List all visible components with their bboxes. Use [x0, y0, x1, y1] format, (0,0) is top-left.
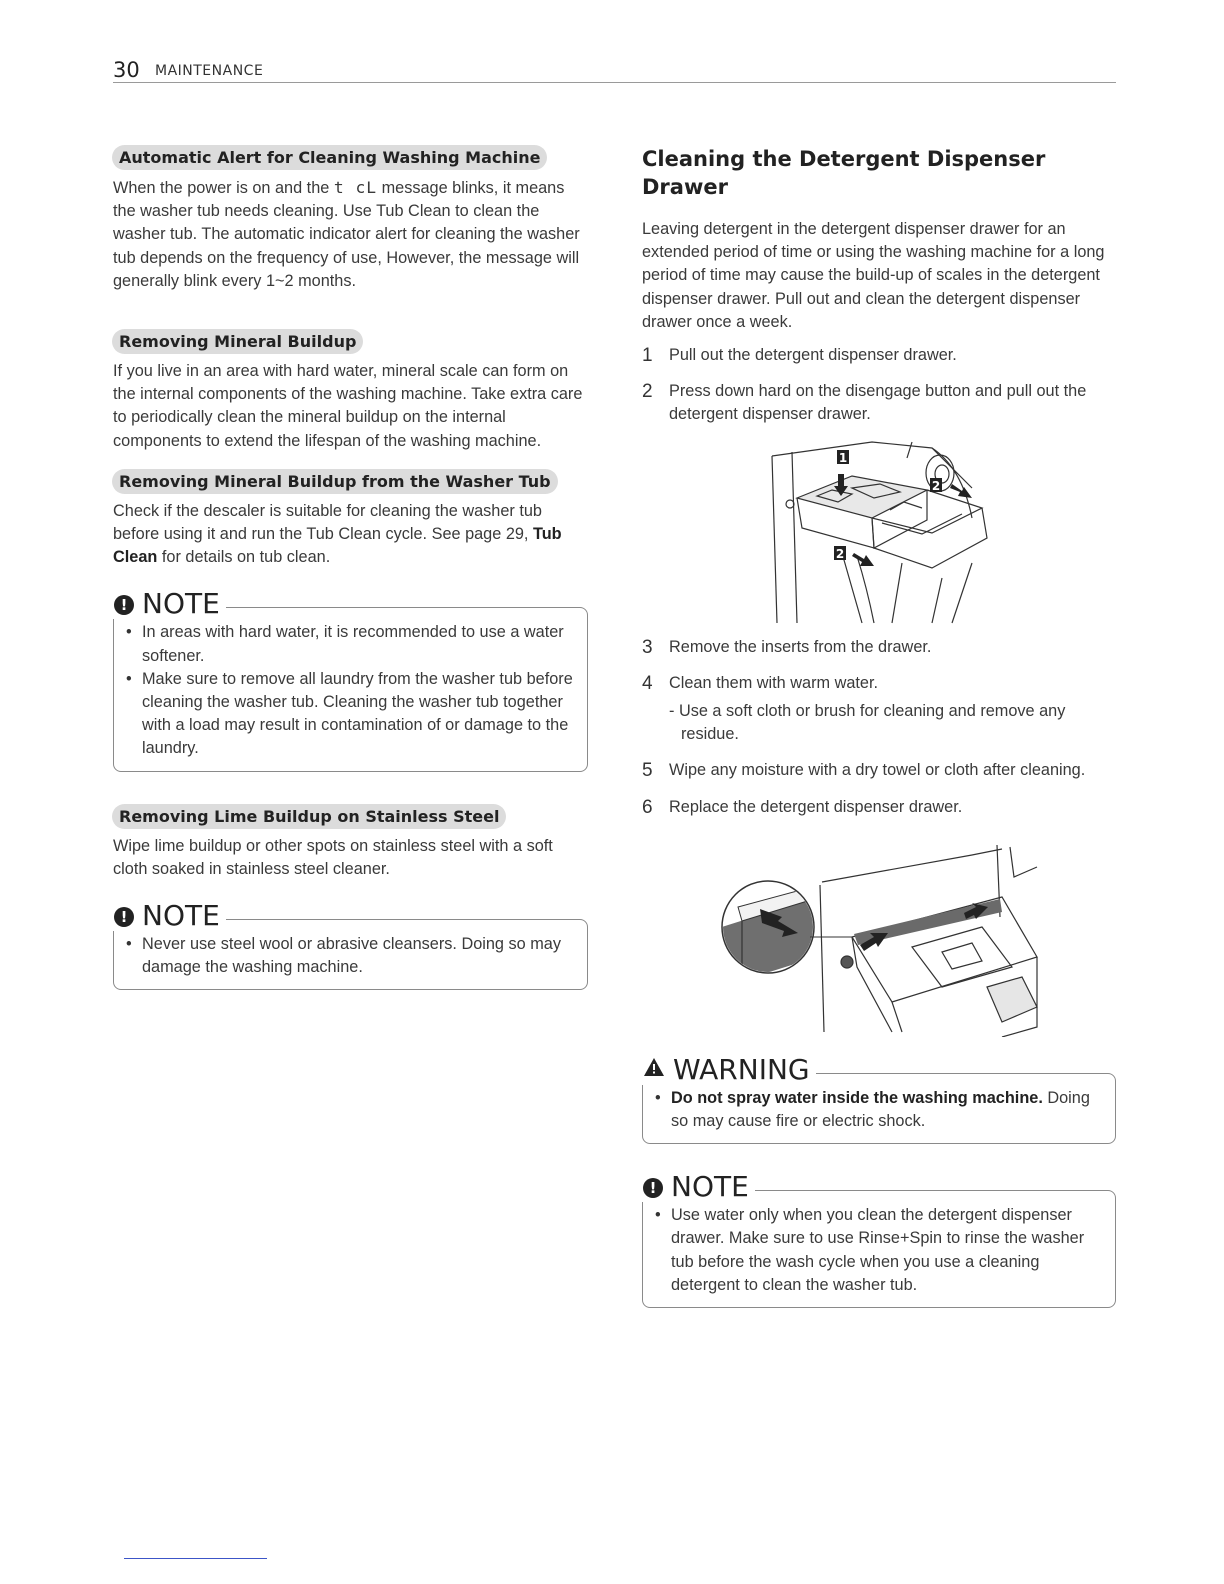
step-item: 2 Press down hard on the disengage button and pull out the detergent dispenser drawer.	[642, 381, 1087, 424]
intro-text: Leaving detergent in the detergent dispenser drawer for an extended period of time or using the washing machine for a long period of time may cause the build-up of scales in the detergent dispenser drawer. Pull out and clean the detergent dispenser drawer once a week.	[642, 220, 1105, 331]
tub-clean-code: t cL	[333, 178, 378, 197]
page-header	[113, 58, 1116, 83]
callout-1: 1	[838, 450, 848, 465]
note-item: • In areas with hard water, it is recommended to use a water softener.	[126, 621, 575, 667]
auto-alert-section	[113, 145, 588, 293]
mineral-tub-heading: Removing Mineral Buildup from the Washer Tub	[112, 469, 558, 494]
mineral-text: If you live in an area with hard water, mineral scale can form on the internal components of the washing machine. Take extra care to periodically clean the mineral buildup on the internal components to extend the lifespan of the washing machine.	[113, 362, 583, 450]
mineral-heading: Removing Mineral Buildup	[112, 329, 363, 354]
section-label: MAINTENANCE	[155, 63, 264, 79]
warning-item: • Do not spray water inside the washing machine. Doing so may cause fire or electric shock.	[655, 1087, 1103, 1133]
step-item: 4 Clean them with warm water. - Use a soft cloth or brush for cleaning and remove any residue.	[642, 672, 1116, 747]
note-item: • Never use steel wool or abrasive cleansers. Doing so may damage the washing machine.	[126, 933, 575, 979]
note-title: NOTE	[671, 1170, 749, 1204]
warning-triangle-icon	[643, 1057, 665, 1077]
warning-box	[642, 1052, 1116, 1144]
lime-heading: Removing Lime Buildup on Stainless Steel	[112, 804, 506, 829]
right-column	[642, 145, 1116, 1308]
step-item: 5 Wipe any moisture with a dry towel or cloth after cleaning.	[642, 760, 1086, 782]
steps-list-a	[642, 344, 1116, 427]
step-item: 3 Remove the inserts from the drawer.	[642, 636, 932, 658]
note-item: • Make sure to remove all laundry from the washer tub before cleaning the washer tub. Cleaning the washer tub together with a load may result in contamination of or damage to the laundry.	[126, 668, 575, 761]
auto-alert-heading: Automatic Alert for Cleaning Washing Machine	[112, 145, 547, 170]
lime-section	[113, 804, 588, 881]
step-item: 6 Replace the detergent dispenser drawer.	[642, 796, 963, 818]
auto-alert-text: When the power is on and the t cL message blinks, it means the washer tub needs cleaning. Use Tub Clean to clean the washer tub. The automatic indicator alert for cleaning the washer tub depends on the frequency of use, However, the message will generally blink every 1~2 months.	[113, 178, 580, 290]
section-title: Cleaning the Detergent Dispenser Drawer	[642, 147, 1046, 199]
note-box-3	[642, 1170, 1116, 1308]
exclamation-icon: !	[114, 907, 134, 927]
page-number: 30	[113, 58, 140, 82]
mineral-tub-text: Check if the descaler is suitable for cleaning the washer tub before using it and run the Tub Clean cycle. See page 29, Tub Clean for details on tub clean.	[113, 501, 562, 567]
mineral-section	[113, 329, 588, 453]
exclamation-icon: !	[114, 595, 134, 615]
exclamation-icon: !	[643, 1178, 663, 1198]
note-box-2	[113, 899, 588, 990]
figure-pull-out-drawer	[642, 438, 1116, 628]
mineral-tub-section	[113, 469, 588, 570]
tub-clean-ref: Tub Clean	[113, 525, 562, 567]
warning-title: WARNING	[673, 1052, 810, 1086]
footer-rule	[124, 1558, 267, 1559]
steps-list-b	[642, 636, 1116, 819]
note-title: NOTE	[142, 587, 220, 621]
callout-2b: 2	[835, 546, 845, 561]
note-box-1	[113, 587, 588, 771]
lime-text: Wipe lime buildup or other spots on stainless steel with a soft cloth soaked in stainless steel cleaner.	[113, 836, 553, 878]
step-item: 1 Pull out the detergent dispenser drawer.	[642, 345, 957, 367]
note-item: • Use water only when you clean the detergent dispenser drawer. Make sure to use Rinse+Spin to rinse the washer tub before the wash cycle when you use a cleaning detergent to clean the washer tub.	[655, 1204, 1103, 1297]
note-title: NOTE	[142, 899, 220, 933]
step-substep: - Use a soft cloth or brush for cleaning and remove any residue.	[669, 702, 1066, 744]
figure-replace-drawer	[642, 837, 1116, 1037]
left-column	[113, 145, 588, 990]
callout-2a: 2	[931, 478, 941, 493]
